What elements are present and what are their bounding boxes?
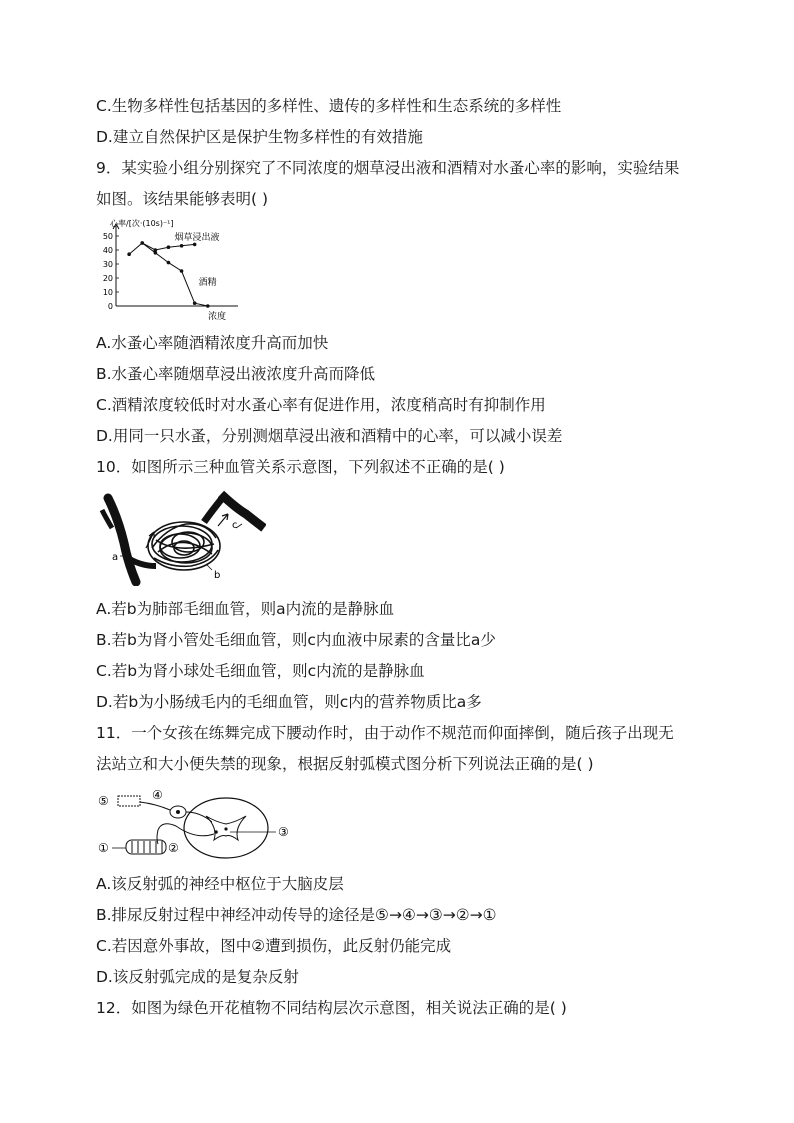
q11-option-c: C.若因意外事故，图中②遭到损伤，此反射仍能完成 xyxy=(96,937,452,955)
q10-option-c: C.若b为肾小球处毛细血管，则c内流的是静脉血 xyxy=(96,662,425,680)
series-line-1 xyxy=(142,243,208,306)
y-axis-label: 心率/[次·(10s)⁻¹] xyxy=(110,219,174,228)
x-axis-label: 浓度 xyxy=(208,312,227,322)
sensory-nerve-4 xyxy=(140,802,170,810)
q9-option-d: D.用同一只水蚤，分别测烟草浸出液和酒精中的心率，可以减小误差 xyxy=(96,427,563,445)
q9-option-c: C.酒精浓度较低时对水蚤心率有促进作用，浓度稍高时有抑制作用 xyxy=(96,396,546,414)
motor-neuron xyxy=(214,830,218,834)
q10-option-b: B.若b为肾小管处毛细血管，则c内血液中尿素的含量比a少 xyxy=(96,631,496,649)
q10-option-d: D.若b为小肠绒毛内的毛细血管，则c内的营养物质比a多 xyxy=(96,693,482,711)
series-1-point-5 xyxy=(206,304,210,308)
leader-b xyxy=(206,564,212,570)
label-c: c xyxy=(232,520,238,531)
q9-option-b: B.水蚤心率随烟草浸出液浓度升高而降低 xyxy=(96,365,376,383)
q8-option-d: D.建立自然保护区是保护生物多样性的有效措施 xyxy=(96,128,423,146)
label-b: b xyxy=(214,570,221,581)
label-a: a xyxy=(112,552,119,563)
series-0-point-4 xyxy=(180,244,184,248)
q9-stem-line1: 9．某实验小组分别探究了不同浓度的烟草浸出液和酒精对水蚤心率的影响，实验结果 xyxy=(96,159,680,177)
series-name-0: 烟草浸出液 xyxy=(174,233,220,243)
capillary-network-b xyxy=(148,522,220,570)
y-tick-label-0: 0 xyxy=(107,302,113,311)
label-1: ① xyxy=(98,841,109,855)
q9-stem-line2: 如图。该结果能够表明( ) xyxy=(96,190,269,208)
series-1-point-4 xyxy=(193,301,197,305)
series-1-point-3 xyxy=(180,269,184,273)
q9-option-a: A.水蚤心率随酒精浓度升高而加快 xyxy=(96,334,329,352)
label-2: ② xyxy=(168,841,179,855)
y-tick-label-20: 20 xyxy=(102,274,113,283)
q10-option-a: A.若b为肺部毛细血管，则a内流的是静脉血 xyxy=(96,600,395,618)
series-1-point-2 xyxy=(167,261,171,265)
y-tick-label-50: 50 xyxy=(102,232,113,241)
heart-rate-chart xyxy=(96,218,246,324)
vessel-c-to-capillary xyxy=(204,496,224,522)
blood-vessel-diagram xyxy=(96,488,266,586)
series-name-1: 酒精 xyxy=(198,278,217,288)
q11-stem-line2: 法站立和大小便失禁的现象，根据反射弧模式图分析下列说法正确的是( ) xyxy=(96,755,594,773)
series-1-point-1 xyxy=(154,251,158,255)
q12-stem: 12．如图为绿色开花植物不同结构层次示意图，相关说法正确的是( ) xyxy=(96,999,567,1017)
q11-option-a: A.该反射弧的神经中枢位于大脑皮层 xyxy=(96,875,344,893)
q11-stem-line1: 11．一个女孩在练舞完成下腰动作时，由于动作不规范而仰面摔倒，随后孩子出现无 xyxy=(96,724,674,742)
series-0-point-0 xyxy=(127,252,131,256)
series-line-0 xyxy=(129,243,195,254)
y-tick-label-40: 40 xyxy=(102,246,113,255)
q8-option-c: C.生物多样性包括基因的多样性、遗传的多样性和生态系统的多样性 xyxy=(96,97,562,115)
vessel-a xyxy=(108,498,136,582)
y-tick-label-10: 10 xyxy=(102,288,113,297)
ganglion-cell xyxy=(176,810,180,814)
series-0-point-5 xyxy=(193,243,197,247)
q11-option-b: B.排尿反射过程中神经冲动传导的途径是⑤→④→③→②→① xyxy=(96,906,497,924)
central-canal xyxy=(224,827,227,830)
reflex-arc-diagram xyxy=(96,786,296,862)
series-1-point-0 xyxy=(140,241,144,245)
effector-muscle xyxy=(126,840,166,854)
label-4: ④ xyxy=(152,788,163,802)
y-tick-label-30: 30 xyxy=(102,260,113,269)
series-0-point-3 xyxy=(167,245,171,249)
label-3: ③ xyxy=(278,825,289,839)
label-5: ⑤ xyxy=(98,794,109,808)
q10-stem: 10．如图所示三种血管关系示意图，下列叙述不正确的是( ) xyxy=(96,458,505,476)
vessel-c xyxy=(221,494,264,528)
q11-option-d: D.该反射弧完成的是复杂反射 xyxy=(96,968,299,986)
receptor-patch xyxy=(118,796,140,806)
